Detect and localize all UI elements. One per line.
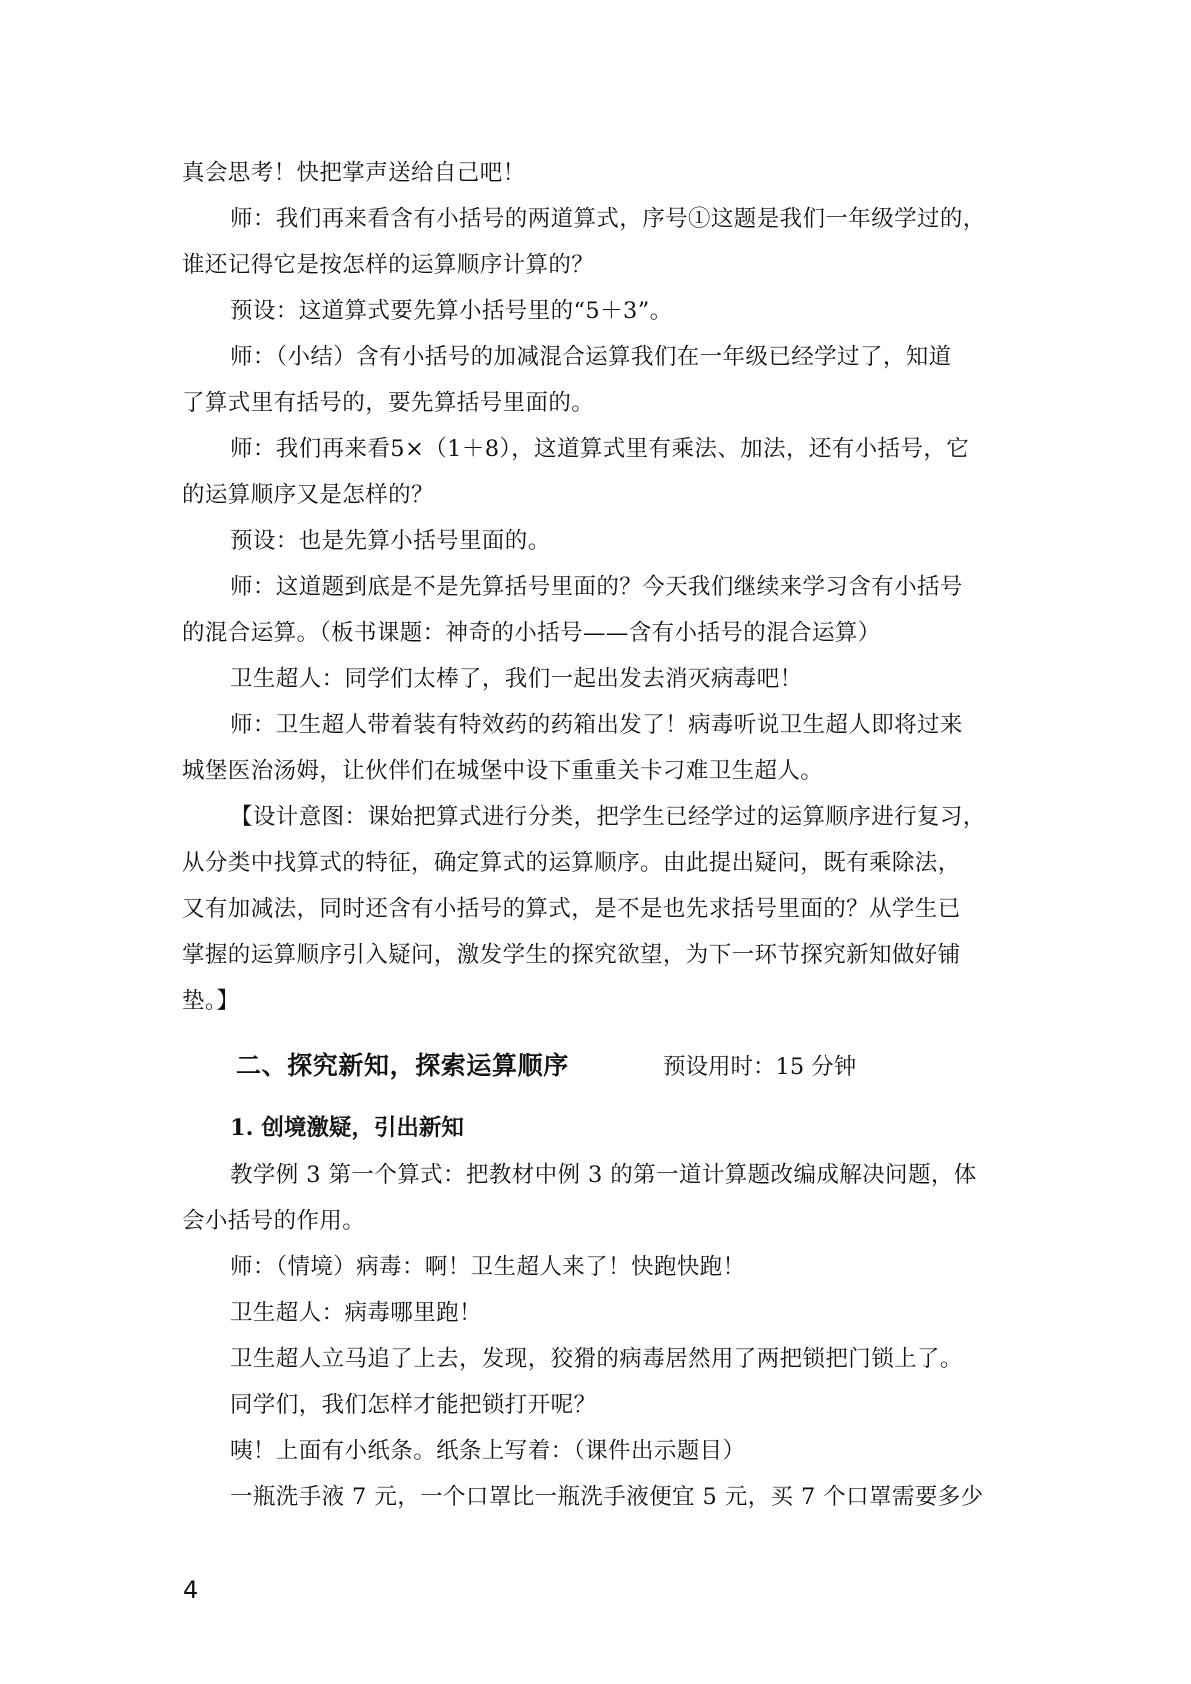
text-line: 咦！上面有小纸条。纸条上写着：（课件出示题目） xyxy=(230,1438,746,1464)
text-line: 一瓶洗手液 7 元，一个口罩比一瓶洗手液便宜 5 元，买 7 个口罩需要多少 xyxy=(230,1484,984,1510)
page-number: 4 xyxy=(183,1576,199,1604)
text-line: 【设计意图：课始把算式进行分类，把学生已经学过的运算顺序进行复习， xyxy=(230,804,986,830)
text-line: 卫生超人：病毒哪里跑！ xyxy=(230,1300,482,1326)
subsection-title: 1. 创境激疑，引出新知 xyxy=(230,1115,464,1141)
text-line: 同学们，我们怎样才能把锁打开呢？ xyxy=(230,1392,597,1418)
text-line: 师：卫生超人带着装有特效药的药箱出发了！病毒听说卫生超人即将过来 xyxy=(230,712,963,738)
text-line: 教学例 3 第一个算式：把教材中例 3 的第一道计算题改编成解决问题，体 xyxy=(230,1162,977,1188)
text-line: 的混合运算。（板书课题：神奇的小括号——含有小括号的混合运算） xyxy=(182,620,881,646)
text-line: 预设：也是先算小括号里面的。 xyxy=(230,528,551,554)
text-line: 了算式里有括号的，要先算括号里面的。 xyxy=(182,390,595,416)
text-line: 谁还记得它是按怎样的运算顺序计算的？ xyxy=(182,252,595,278)
text-line: 师：（情境）病毒：啊！卫生超人来了！快跑快跑！ xyxy=(230,1254,746,1280)
text-line: 卫生超人：同学们太棒了，我们一起出发去消灭病毒吧！ xyxy=(230,666,803,692)
text-line: 卫生超人立马追了上去，发现，狡猾的病毒居然用了两把锁把门锁上了。 xyxy=(230,1346,963,1372)
text-line: 会小括号的作用。 xyxy=(182,1208,366,1234)
text-line: 真会思考！快把掌声送给自己吧！ xyxy=(182,160,526,186)
text-line: 师：（小结）含有小括号的加减混合运算我们在一年级已经学过了，知道 xyxy=(230,344,952,370)
text-line: 师：我们再来看5×（1＋8），这道算式里有乘法、加法，还有小括号，它 xyxy=(230,436,970,462)
text-line: 城堡医治汤姆，让伙伴们在城堡中设下重重关卡刁难卫生超人。 xyxy=(182,758,824,784)
text-line: 预设：这道算式要先算小括号里的“5＋3”。 xyxy=(230,298,673,324)
section-title: 二、探究新知，探索运算顺序 xyxy=(236,1051,569,1080)
text-line: 垫。】 xyxy=(182,988,240,1014)
text-line: 掌握的运算顺序引入疑问，激发学生的探究欲望，为下一环节探究新知做好铺 xyxy=(182,942,961,968)
text-line: 师：我们再来看含有小括号的两道算式，序号①这题是我们一年级学过的， xyxy=(230,206,986,232)
text-line: 的运算顺序又是怎样的？ xyxy=(182,482,434,508)
text-line: 从分类中找算式的特征，确定算式的运算顺序。由此提出疑问，既有乘除法， xyxy=(182,850,961,876)
text-line: 又有加减法，同时还含有小括号的算式，是不是也先求括号里面的？从学生已 xyxy=(182,896,961,922)
section-time: 预设用时：15 分钟 xyxy=(663,1054,857,1080)
text-line: 师：这道题到底是不是先算括号里面的？今天我们继续来学习含有小括号 xyxy=(230,574,963,600)
